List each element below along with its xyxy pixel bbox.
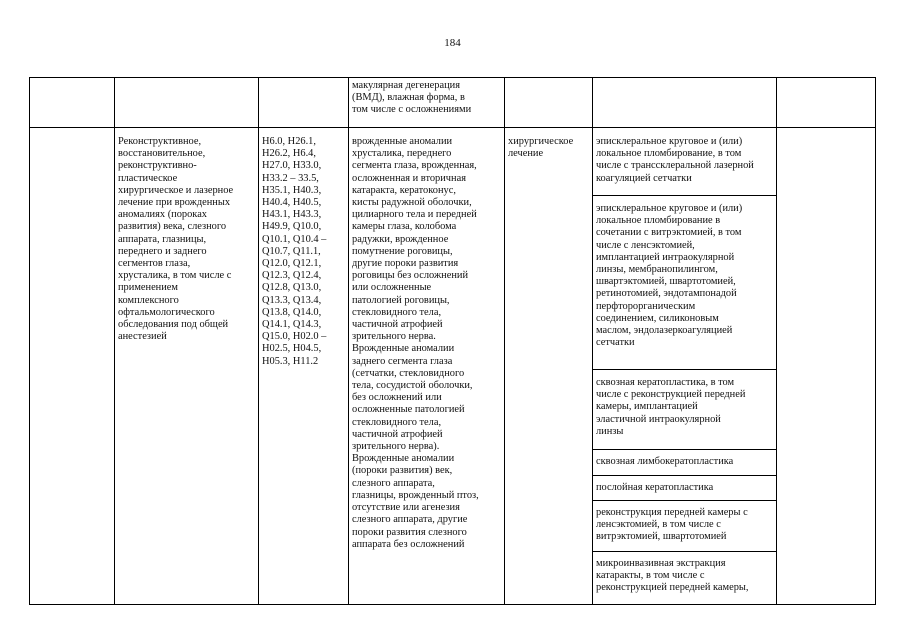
disease-model-cell: врожденные аномалии хрусталика, переднего сегмента глаза, врожденная, осложненная и вторичная катаракта, кератоконус, кисты радужной оболочки, цилиарного тела и передней камеры глаза, колобома радужки, врожденное помутнение роговицы, другие пороки развития роговицы без осложнений или осложненные патологией роговицы, стекловидного тела, частичной атрофией зрительного нерва. Врожденные аномалии заднего сегмента глаза (сетчатки, стекловидного тела, сосудистой оболочки, без осложнений или осложненные патологией стекловидного тела, частичной атрофией зрительного нерва). Врожденные аномалии (пороки развития) век, слезного аппарата, глазницы, врожденный птоз, отсутствие или агенезия слезного аппарата, другие пороки развития слезного аппарата без осложнений	[352, 136, 479, 550]
method-cell: реконструкция передней камеры с ленсэктомией, в том числе с витрэктомией, швартотомией	[596, 507, 748, 543]
method-divider	[592, 475, 776, 476]
method-cell: сквозная кератопластика, в том числе с реконструкцией передней камеры, имплантацией эластичной интраокулярной линзы	[596, 377, 746, 437]
column-border	[875, 77, 876, 605]
method-divider	[592, 500, 776, 501]
method-cell: послойная кератопластика	[596, 482, 714, 493]
method-cell: микроинвазивная экстракция катаракты, в том числе с реконструкцией передней камеры,	[596, 558, 749, 594]
column-border	[776, 77, 777, 605]
row-separator	[29, 127, 875, 128]
method-divider	[592, 449, 776, 450]
column-border	[504, 77, 505, 605]
column-border	[258, 77, 259, 605]
column-border	[114, 77, 115, 605]
prev-row-disease-cell: макулярная дегенерация (ВМД), влажная форма, в том числе с осложнениями	[352, 80, 472, 116]
method-cell: эписклеральное круговое и (или) локальное пломбирование, в том числе с транссклеральной лазерной коагуляцией сетчатки	[596, 136, 754, 184]
column-border	[29, 77, 30, 605]
method-divider	[592, 369, 776, 370]
treatment-name-cell: Реконструктивное, восстановительное, реконструктивно- пластическое хирургическое и лазерное лечение при врожденных аномалиях (пороках развития) века, слезного аппарата, глазницы, переднего и заднего сегментов глаза, хрусталика, в том числе с применением комплексного офтальмологического обследования под общей анестезией	[118, 136, 234, 343]
column-border	[348, 77, 349, 605]
method-cell: сквозная лимбокератопластика	[596, 456, 734, 467]
table-bottom-border	[29, 604, 875, 605]
column-border	[592, 77, 593, 605]
method-divider	[592, 551, 776, 552]
treatment-type-cell: хирургическое лечение	[508, 136, 574, 160]
icd-codes-cell: H6.0, H26.1, H26.2, H6.4, H27.0, H33.0, H33.2 – 33.5, H35.1, H40.3, H40.4, H40.5, H43.1, H43.3, H49.9, Q10.0, Q10.1, Q10.4 – Q10.7, Q11.1, Q12.0, Q12.1, Q12.3, Q12.4, Q12.8, Q13.0, Q13.3, Q13.4, Q13.8, Q14.0, Q14.1, Q14.3, Q15.0, H02.0 – H02.5, H04.5, H05.3, H11.2	[262, 136, 327, 367]
table-top-border	[29, 77, 875, 78]
page-number: 184	[444, 37, 461, 49]
method-cell: эписклеральное круговое и (или) локальное пломбирование в сочетании с витрэктомией, в том числе с ленсэктомией, имплантацией интраокулярной линзы, мембранопилингом, швартэктомией, швартотомией, ретинотомией, эндотампонадой перфторорганическим соединением, силиконовым маслом, эндолазеркоагуляцией сетчатки	[596, 203, 743, 349]
method-divider	[592, 195, 776, 196]
